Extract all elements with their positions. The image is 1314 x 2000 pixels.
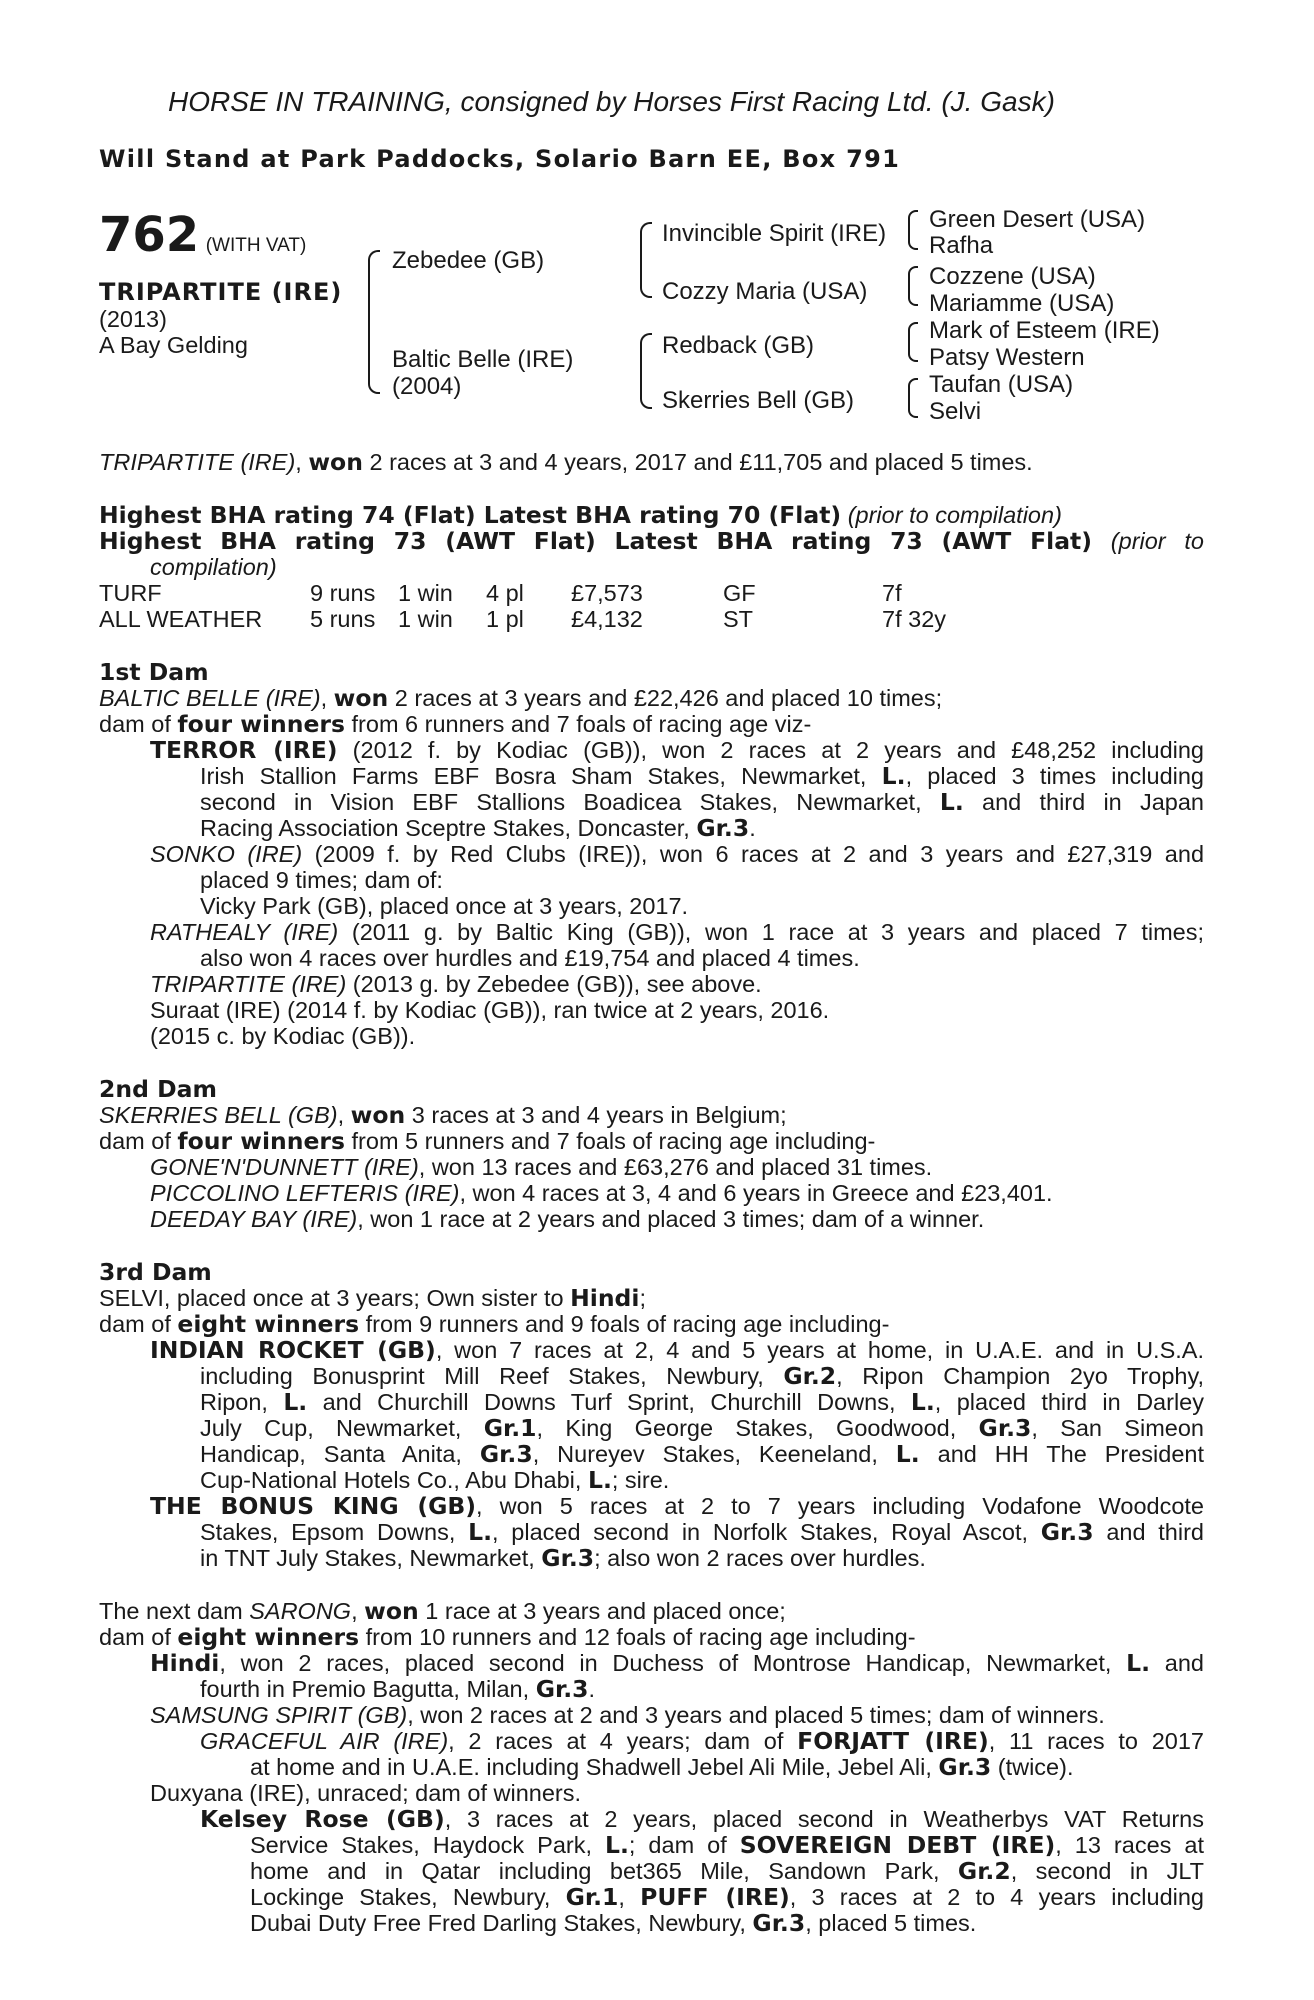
ir-line6 bbox=[200, 1468, 1204, 1494]
dam1-damof: dam of bbox=[99, 711, 178, 737]
terror-line3 bbox=[200, 790, 1204, 816]
sonko-rest: (2009 f. by Red Clubs (IRE)), won 6 races at 2 and 3 years and £27,319 and bbox=[314, 841, 1205, 867]
suraat-line: Suraat (IRE) (2014 f. by Kodiac (GB)), ran twice at 2 years, 2016. bbox=[150, 997, 830, 1023]
lot-number: 762 bbox=[99, 207, 200, 263]
aw-wins: 1 win bbox=[398, 606, 453, 632]
pedigree-dam: Baltic Belle (IRE) bbox=[392, 346, 574, 373]
ir-l3d: L. bbox=[910, 1388, 935, 1416]
pedigree-brace-sd bbox=[908, 266, 918, 306]
kr-l2a: Service Stakes, Haydock Park, bbox=[250, 1832, 605, 1858]
r2-w8: rating bbox=[791, 527, 872, 555]
dam2-heading: 2nd Dam bbox=[99, 1075, 217, 1103]
pedigree-dam-sire: Redback (GB) bbox=[662, 332, 815, 359]
turf-prize: £7,573 bbox=[571, 580, 643, 606]
nd-l1b: SARONG bbox=[249, 1598, 352, 1624]
ir-l5a: Handicap, Santa Anita, bbox=[200, 1441, 480, 1467]
ir-l6a: Cup-National Hotels Co., Abu Dhabi, bbox=[200, 1467, 588, 1493]
pedigree-dsd: Patsy Western bbox=[929, 344, 1085, 371]
duxyana-line: Duxyana (IRE), unraced; dam of winners. bbox=[150, 1780, 582, 1806]
pedigree-ddd: Selvi bbox=[929, 398, 982, 425]
turf-runs: 9 runs bbox=[310, 580, 376, 606]
kr-l3a: home and in Qatar including bet365 Mile, Sandown Park, bbox=[250, 1858, 958, 1884]
ir-l2b: Gr.2 bbox=[783, 1362, 837, 1390]
dam3-l1b: Hindi bbox=[570, 1284, 640, 1312]
bk-l3b: Gr.3 bbox=[541, 1544, 595, 1572]
r2-w1: BHA bbox=[220, 527, 276, 555]
terror-l3a: second in Vision EBF Stallions Boadicea Stakes, Newmarket, bbox=[200, 789, 922, 815]
ir-l5e: and HH The President bbox=[919, 1441, 1204, 1467]
aw-prize: £4,132 bbox=[571, 606, 643, 632]
kr-l4e: , 3 races at 2 to 4 years including bbox=[789, 1884, 1204, 1910]
piccolino-name: PICCOLINO LEFTERIS (IRE) bbox=[150, 1180, 460, 1206]
dam3-line1 bbox=[99, 1286, 1204, 1312]
kr-l5a: Dubai Duty Free Fred Darling Stakes, Newbury, bbox=[250, 1910, 753, 1936]
dam3-l1c: ; bbox=[639, 1285, 646, 1311]
pedigree-sire: Zebedee (GB) bbox=[392, 247, 545, 274]
r2-w2: rating bbox=[294, 527, 376, 555]
terror-l2c: , placed 3 times including bbox=[905, 763, 1205, 789]
ir-l2c: , Ripon Champion 2yo Trophy, bbox=[836, 1363, 1204, 1389]
foaling-year: (2013) bbox=[99, 306, 167, 332]
bk-l3a: in TNT July Stakes, Newmarket, bbox=[200, 1545, 542, 1571]
nd-l1d: won bbox=[364, 1597, 419, 1625]
dam2-won: won bbox=[350, 1101, 406, 1129]
r2-w3: 73 bbox=[393, 527, 427, 555]
dam2-from: from 5 runners and 7 foals of racing age including- bbox=[345, 1128, 876, 1154]
ir-l4e: , San Simeon bbox=[1031, 1415, 1204, 1441]
dam2-damof: dam of bbox=[99, 1128, 178, 1154]
terror-line4 bbox=[200, 816, 1204, 842]
kr-l2c: ; dam of bbox=[628, 1832, 740, 1858]
ga-rest: , 2 races at 4 years; dam of bbox=[448, 1728, 798, 1754]
aw-dist: 7f 32y bbox=[882, 606, 947, 632]
pedigree-dds: Taufan (USA) bbox=[929, 371, 1074, 398]
r2-note2: to bbox=[1184, 528, 1204, 554]
hindi-line2 bbox=[200, 1677, 1204, 1703]
kr-l4c: , bbox=[618, 1884, 641, 1910]
terror-rest: (2012 f. by Kodiac (GB)), won 2 races at 2 years and £48,252 including bbox=[352, 737, 1205, 763]
kr-l4a: Lockinge Stakes, Newbury, bbox=[250, 1884, 566, 1910]
rathealy-rest: (2011 g. by Baltic King (GB)), won 1 race at 3 years and placed 7 times; bbox=[351, 919, 1205, 945]
nd-winners: eight winners bbox=[177, 1623, 360, 1651]
kr-l2b: L. bbox=[605, 1831, 629, 1859]
ga-rest2: , 11 races to 2017 bbox=[988, 1728, 1204, 1754]
ir-l5c: , Nureyev Stakes, Keeneland, bbox=[532, 1441, 896, 1467]
bk-l3c: ; also won 2 races over hurdles. bbox=[594, 1545, 926, 1571]
terror-l4b: Gr.3 bbox=[696, 814, 750, 842]
hindi-l: L. bbox=[1126, 1649, 1151, 1677]
record-row-turf bbox=[0, 581, 1314, 607]
sonko-line2: placed 9 times; dam of: bbox=[200, 867, 443, 893]
dam3-damof: dam of bbox=[99, 1311, 178, 1337]
ir-l3c: and Churchill Downs Turf Sprint, Churchill Downs, bbox=[307, 1389, 911, 1415]
deeday-rest: , won 1 race at 2 years and placed 3 times; dam of a winner. bbox=[357, 1206, 985, 1232]
aw-going: ST bbox=[723, 606, 754, 632]
ss-rest: , won 2 races at 2 and 3 years and placed 5 times; dam of winners. bbox=[407, 1702, 1105, 1728]
pedigree-sire-sire: Invincible Spirit (IRE) bbox=[662, 220, 887, 247]
dam3-l1a: SELVI, placed once at 3 years; Own sister to bbox=[99, 1285, 571, 1311]
dam2-winners: four winners bbox=[177, 1127, 345, 1155]
pedigree-sire-dam: Cozzy Maria (USA) bbox=[662, 278, 868, 305]
kelsey-line2 bbox=[250, 1833, 1204, 1859]
bk-name: THE BONUS KING (GB) bbox=[150, 1492, 477, 1520]
turf-going: GF bbox=[723, 580, 756, 606]
ga-l2a: at home and in U.A.E. including Shadwell Jebel Ali Mile, Jebel Ali, bbox=[250, 1754, 939, 1780]
pedigree-brace-dd bbox=[908, 378, 918, 418]
terror-l2a: Irish Stallion Farms EBF Bosra Sham Stakes, Newmarket, bbox=[200, 763, 867, 789]
dam3-winners: eight winners bbox=[177, 1310, 360, 1338]
stand-location: Will Stand at Park Paddocks, Solario Barn EE, Box 791 bbox=[99, 145, 901, 173]
kr-name: Kelsey Rose (GB) bbox=[200, 1805, 445, 1833]
terror-line2 bbox=[200, 764, 1204, 790]
ir-l3e: , placed third in Darley bbox=[934, 1389, 1204, 1415]
kr-l4b: Gr.1 bbox=[565, 1883, 619, 1911]
gone-name: GONE'N'DUNNETT (IRE) bbox=[150, 1154, 419, 1180]
ss-name: SAMSUNG SPIRIT (GB) bbox=[150, 1702, 408, 1728]
trip-rest: (2013 g. by Zebedee (GB)), see above. bbox=[346, 971, 762, 997]
turf-wins: 1 win bbox=[398, 580, 453, 606]
pedigree-dam-year: (2004) bbox=[392, 373, 462, 400]
bk-l2e: and third bbox=[1093, 1519, 1204, 1545]
kelsey-line1 bbox=[200, 1807, 1204, 1833]
ir-l3b: L. bbox=[283, 1388, 308, 1416]
hindi-l2b: Gr.3 bbox=[535, 1675, 589, 1703]
kr-l2e: , 13 races at bbox=[1055, 1832, 1204, 1858]
next-dam-line2 bbox=[99, 1625, 1204, 1651]
dam1-name: BALTIC BELLE (IRE) bbox=[99, 685, 321, 711]
ir-line1 bbox=[150, 1338, 1204, 1364]
kr-l4d: PUFF (IRE) bbox=[640, 1883, 790, 1911]
turf-surface: TURF bbox=[99, 580, 162, 606]
summary-rest: 2 races at 3 and 4 years, 2017 and £11,705 and placed 5 times. bbox=[362, 449, 1033, 475]
r2-w10: (AWT bbox=[941, 527, 1012, 555]
kr-l3b: Gr.2 bbox=[957, 1857, 1011, 1885]
r2-note1: (prior bbox=[1110, 528, 1166, 554]
rating-1-note: (prior to compilation) bbox=[847, 502, 1062, 528]
ir-rest: , won 7 races at 2, 4 and 5 years at home, in U.A.E. and in U.S.A. bbox=[435, 1337, 1204, 1363]
rating-1-bold: Highest BHA rating 74 (Flat) Latest BHA rating 70 (Flat) bbox=[99, 501, 842, 529]
summary-won: won bbox=[308, 448, 363, 476]
summary-sep: , bbox=[295, 449, 302, 475]
terror-l4c: . bbox=[749, 815, 756, 841]
ga-forj: FORJATT (IRE) bbox=[797, 1727, 989, 1755]
dam2-line2 bbox=[99, 1129, 1204, 1155]
ir-l4b: Gr.1 bbox=[483, 1414, 537, 1442]
dam2-sep: , bbox=[337, 1102, 351, 1128]
r2-w7: BHA bbox=[716, 527, 773, 555]
rating-line-2 bbox=[99, 529, 1204, 555]
record-row-aw bbox=[0, 607, 1314, 633]
gone-line bbox=[150, 1155, 1204, 1181]
kelsey-line4 bbox=[250, 1885, 1204, 1911]
ir-l4c: , King George Stakes, Goodwood, bbox=[536, 1415, 979, 1441]
sonko-name: SONKO (IRE) bbox=[150, 841, 303, 867]
pedigree-sds: Cozzene (USA) bbox=[929, 263, 1096, 290]
bk-l2d: Gr.3 bbox=[1040, 1518, 1094, 1546]
sonko-line3: Vicky Park (GB), placed once at 3 years, 2017. bbox=[200, 893, 689, 919]
r2-w5: Flat) bbox=[533, 527, 596, 555]
pedigree-dam-dam: Skerries Bell (GB) bbox=[662, 387, 855, 414]
ga-name: GRACEFUL AIR (IRE) bbox=[200, 1728, 449, 1754]
piccolino-line bbox=[150, 1181, 1204, 1207]
ir-name: INDIAN ROCKET (GB) bbox=[150, 1336, 436, 1364]
turf-placed: 4 pl bbox=[486, 580, 524, 606]
ga-l2b: Gr.3 bbox=[938, 1753, 992, 1781]
dam3-line2 bbox=[99, 1312, 1204, 1338]
graceful-line2 bbox=[250, 1755, 1204, 1781]
tripartite-line bbox=[150, 972, 1204, 998]
bk-l2b: L. bbox=[468, 1518, 493, 1546]
kr-l3c: , second in JLT bbox=[1010, 1858, 1204, 1884]
ir-line4 bbox=[200, 1416, 1204, 1442]
pedigree-brace-dam bbox=[640, 333, 652, 409]
pedigree-brace-main bbox=[368, 250, 380, 394]
kelsey-line5 bbox=[250, 1911, 1204, 1937]
next-dam-line1 bbox=[99, 1599, 1204, 1625]
dam2-line1 bbox=[99, 1103, 1204, 1129]
turf-dist: 7f bbox=[882, 580, 902, 606]
terror-l4a: Racing Association Sceptre Stakes, Doncaster, bbox=[200, 815, 697, 841]
dam1-from: from 6 runners and 7 foals of racing age viz- bbox=[345, 711, 812, 737]
terror-l2b: L. bbox=[881, 762, 906, 790]
bk-l2a: Stakes, Epsom Downs, bbox=[200, 1519, 469, 1545]
nd-from: from 10 runners and 12 foals of racing age including- bbox=[359, 1624, 916, 1650]
rating-line-2-cont: compilation) bbox=[150, 554, 277, 580]
dam1-winners: four winners bbox=[177, 710, 345, 738]
deeday-line bbox=[150, 1207, 1204, 1233]
rathealy-name: RATHEALY (IRE) bbox=[150, 919, 339, 945]
pedigree-brace-ds bbox=[908, 322, 918, 362]
kr-l5b: Gr.3 bbox=[752, 1909, 806, 1937]
terror-l3c: and third in Japan bbox=[963, 789, 1205, 815]
vat-note: (WITH VAT) bbox=[205, 235, 307, 256]
nd-l1c: , bbox=[351, 1598, 365, 1624]
bk-rest: , won 5 races at 2 to 7 years including Vodafone Woodcote bbox=[476, 1493, 1204, 1519]
dam1-line1 bbox=[99, 686, 1204, 712]
pedigree-sss: Green Desert (USA) bbox=[929, 206, 1146, 233]
dam3-heading: 3rd Dam bbox=[99, 1258, 212, 1286]
ir-l4a: July Cup, Newmarket, bbox=[200, 1415, 484, 1441]
horse-description: A Bay Gelding bbox=[99, 332, 248, 358]
terror-l3b: L. bbox=[939, 788, 964, 816]
rathealy-line1 bbox=[150, 920, 1204, 946]
ir-l2a: including Bonusprint Mill Reef Stakes, Newbury, bbox=[200, 1363, 784, 1389]
kr-l5c: , placed 5 times. bbox=[805, 1910, 977, 1936]
r2-w9: 73 bbox=[890, 527, 923, 555]
terror-name: TERROR (IRE) bbox=[150, 736, 338, 764]
deeday-name: DEEDAY BAY (IRE) bbox=[150, 1206, 358, 1232]
race-summary bbox=[99, 450, 1204, 476]
hindi-l2c: . bbox=[588, 1676, 596, 1702]
page-title: HORSE IN TRAINING, consigned by Horses First Racing Ltd. (J. Gask) bbox=[168, 86, 1055, 117]
rathealy-line2: also won 4 races over hurdles and £19,754 and placed 4 times. bbox=[200, 945, 860, 971]
hindi-l2a: fourth in Premio Bagutta, Milan, bbox=[200, 1676, 536, 1702]
aw-placed: 1 pl bbox=[486, 606, 524, 632]
lot-number-block bbox=[99, 208, 306, 262]
gone-rest: , won 13 races and £63,276 and placed 31 times. bbox=[418, 1154, 933, 1180]
ir-line5 bbox=[200, 1442, 1204, 1468]
nd-l1a: The next dam bbox=[99, 1598, 250, 1624]
pedigree-brace-ss bbox=[908, 210, 918, 250]
nd-damof: dam of bbox=[99, 1624, 178, 1650]
dam1-sep: , bbox=[320, 685, 334, 711]
bk-l2c: , placed second in Norfolk Stakes, Royal Ascot, bbox=[492, 1519, 1041, 1545]
ir-l5b: Gr.3 bbox=[479, 1440, 533, 1468]
bk-line2 bbox=[200, 1520, 1204, 1546]
kelsey-line3 bbox=[250, 1859, 1204, 1885]
dam1-won: won bbox=[333, 684, 389, 712]
kr-l2d: SOVEREIGN DEBT (IRE) bbox=[739, 1831, 1056, 1859]
ir-l5d: L. bbox=[895, 1440, 920, 1468]
bk-line1 bbox=[150, 1494, 1204, 1520]
r2-w4: (AWT bbox=[445, 527, 516, 555]
pedigree-sdd: Mariamme (USA) bbox=[929, 290, 1115, 317]
terror-line1 bbox=[150, 738, 1204, 764]
dam1-line2 bbox=[99, 712, 1204, 738]
pedigree-dss: Mark of Esteem (IRE) bbox=[929, 317, 1160, 344]
samsung-line bbox=[150, 1703, 1204, 1729]
hindi-rest: , won 2 races, placed second in Duchess of Montrose Handicap, Newmarket, bbox=[219, 1650, 1127, 1676]
bk-line3 bbox=[200, 1546, 1204, 1572]
dam2-rest: 3 races at 3 and 4 years in Belgium; bbox=[405, 1102, 787, 1128]
r2-w6: Latest bbox=[614, 527, 698, 555]
ir-line3 bbox=[200, 1390, 1204, 1416]
trip-name: TRIPARTITE (IRE) bbox=[150, 971, 347, 997]
kr-rest: , 3 races at 2 years, placed second in Weatherbys VAT Returns bbox=[444, 1806, 1204, 1832]
ir-l3a: Ripon, bbox=[200, 1389, 284, 1415]
r2-w0: Highest bbox=[99, 527, 202, 555]
aw-surface: ALL WEATHER bbox=[99, 606, 263, 632]
ir-l4d: Gr.3 bbox=[978, 1414, 1032, 1442]
r2-w11: Flat) bbox=[1030, 527, 1093, 555]
hindi-line1 bbox=[150, 1651, 1204, 1677]
sonko-line1 bbox=[150, 842, 1204, 868]
graceful-line1 bbox=[200, 1729, 1204, 1755]
dam3-from: from 9 runners and 9 foals of racing age including- bbox=[359, 1311, 890, 1337]
pedigree-brace-sire bbox=[640, 222, 652, 298]
ga-l2c: (twice). bbox=[991, 1754, 1074, 1780]
dam1-rest: 2 races at 3 years and £22,426 and placed 10 times; bbox=[388, 685, 943, 711]
hindi-name: Hindi bbox=[150, 1649, 220, 1677]
dam2-name: SKERRIES BELL (GB) bbox=[99, 1102, 338, 1128]
piccolino-rest: , won 4 races at 3, 4 and 6 years in Greece and £23,401. bbox=[459, 1180, 1053, 1206]
rating-line-1 bbox=[99, 503, 1204, 529]
aw-runs: 5 runs bbox=[310, 606, 376, 632]
pedigree-ssd: Rafha bbox=[929, 232, 994, 259]
ir-line2 bbox=[200, 1364, 1204, 1390]
nd-l1e: 1 race at 3 years and placed once; bbox=[418, 1598, 786, 1624]
dam1-heading: 1st Dam bbox=[99, 658, 209, 686]
summary-name: TRIPARTITE (IRE) bbox=[99, 449, 296, 475]
ir-l6b: L. bbox=[587, 1466, 612, 1494]
hindi-and: and bbox=[1150, 1650, 1204, 1676]
horse-name: TRIPARTITE (IRE) bbox=[99, 278, 343, 306]
ir-l6c: ; sire. bbox=[611, 1467, 670, 1493]
colt-line: (2015 c. by Kodiac (GB)). bbox=[150, 1023, 416, 1049]
